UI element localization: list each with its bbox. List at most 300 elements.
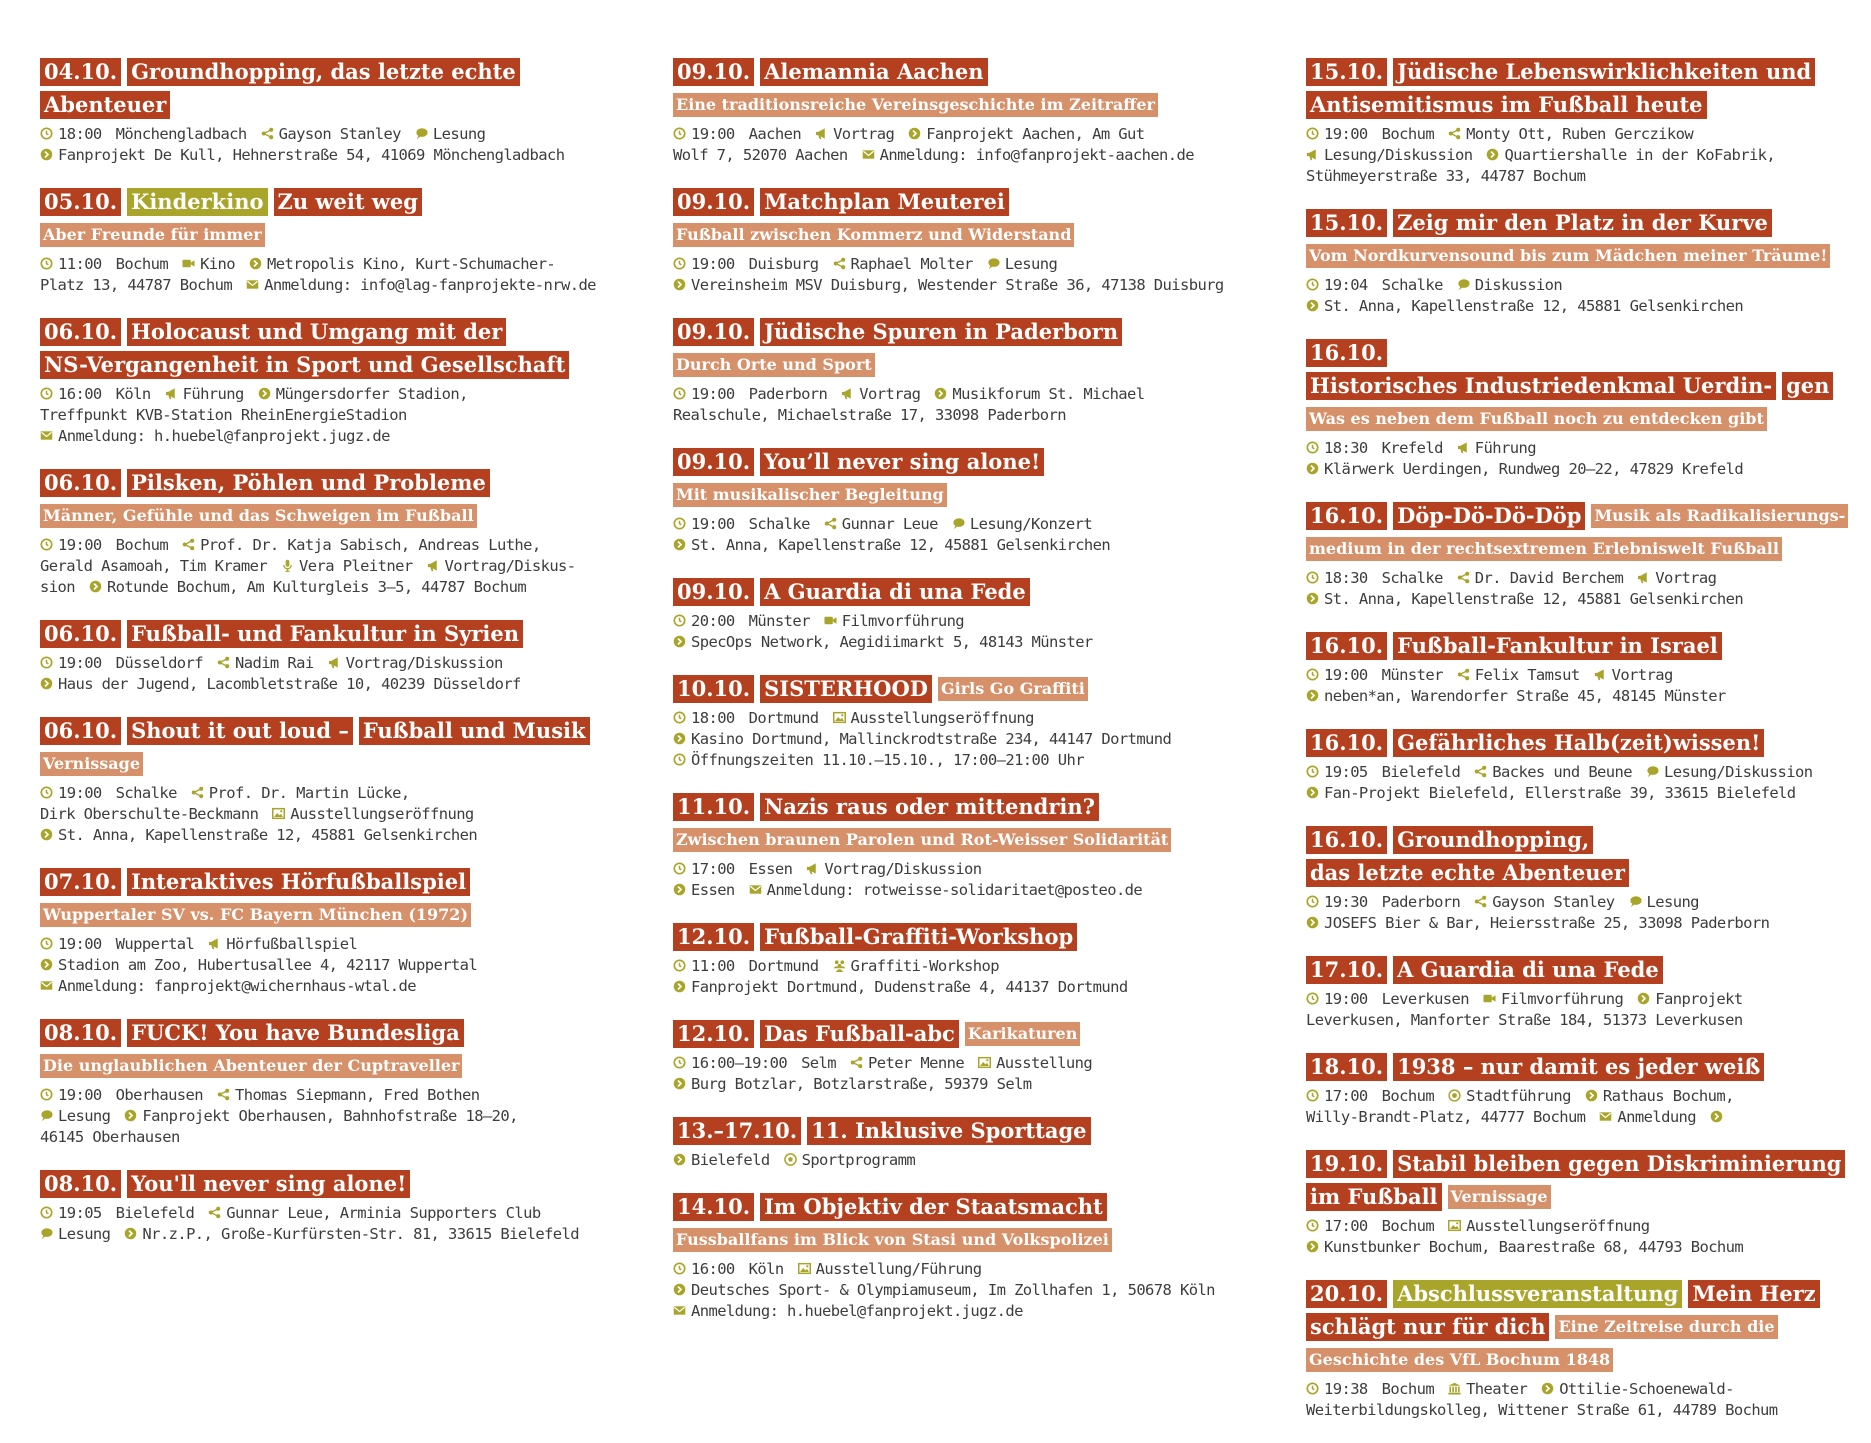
event-title-row <box>673 578 1233 611</box>
event-title: 11. Inklusive Sporttage <box>807 1117 1090 1145</box>
location-arrow-icon <box>673 1077 686 1090</box>
event-entry <box>1306 58 1866 187</box>
speaker-icon <box>1474 765 1487 778</box>
speaker-icon <box>217 1088 230 1101</box>
event-subtitle: Eine Zeitreise durch die <box>1555 1315 1777 1339</box>
info-text: Ausstellungseröffnung <box>1466 1217 1650 1235</box>
event-title-row <box>673 1193 1233 1259</box>
event-info-line <box>673 956 1233 977</box>
info-text: 19:38 <box>1324 1380 1368 1398</box>
event-title: A Guardia di una Fede <box>760 578 1030 606</box>
location-arrow-icon <box>89 580 102 593</box>
info-text: Paderborn <box>748 385 828 403</box>
location-arrow-icon <box>1637 992 1650 1005</box>
info-text: Gunnar Leue <box>841 515 938 533</box>
info-text: Lesung <box>1646 893 1699 911</box>
event-title: Historisches Industriedenkmal Uerdin- <box>1306 372 1776 400</box>
event-entry <box>673 793 1233 901</box>
location-arrow-icon <box>40 828 53 841</box>
event-info-line <box>673 1280 1233 1301</box>
clock-icon <box>673 127 686 140</box>
info-text: Paderborn <box>1381 893 1461 911</box>
event-entry <box>673 58 1233 166</box>
event-subtitle: Vernissage <box>1448 1185 1551 1209</box>
event-title-row <box>40 469 600 535</box>
event-entry <box>40 1019 600 1148</box>
event-info-line <box>1306 1216 1866 1237</box>
event-entry <box>40 318 600 447</box>
event-info-line <box>673 254 1233 275</box>
event-title: Fußball- und Fankultur in Syrien <box>127 620 523 648</box>
mail-icon <box>749 883 762 896</box>
event-title: gen <box>1782 372 1833 400</box>
football-icon <box>784 1153 797 1166</box>
info-text: 19:00 <box>691 385 735 403</box>
location-arrow-icon <box>673 732 686 745</box>
event-title-row <box>673 1117 1233 1150</box>
image-icon <box>272 807 285 820</box>
event-date: 06.10. <box>40 318 121 346</box>
event-subtitle: Die unglaublichen Abenteuer der Cuptraveller <box>40 1054 462 1078</box>
clock-icon <box>673 517 686 530</box>
info-text: 19:00 <box>1324 990 1368 1008</box>
event-title: Döp-Dö-Dö-Döp <box>1393 502 1585 530</box>
event-date: 16.10. <box>1306 632 1387 660</box>
event-title-row <box>1306 339 1866 438</box>
event-date: 06.10. <box>40 620 121 648</box>
event-info-line <box>40 405 600 426</box>
event-date: 10.10. <box>673 675 754 703</box>
info-text: Duisburg <box>748 255 819 273</box>
speaker-icon <box>217 656 230 669</box>
speaker-icon <box>824 517 837 530</box>
info-text: Münster <box>748 612 810 630</box>
event-title: Das Fußball-abc <box>760 1020 959 1048</box>
event-title: Fußball-Graffiti-Workshop <box>760 923 1077 951</box>
event-date: 12.10. <box>673 923 754 951</box>
info-text: Dortmund <box>748 957 819 975</box>
info-text: Müngersdorfer Stadion, <box>275 385 468 403</box>
info-text: Lesung <box>58 1225 111 1243</box>
group-icon <box>833 959 846 972</box>
event-title: Mein Herz <box>1688 1280 1819 1308</box>
event-info-line <box>673 384 1233 405</box>
info-text: Schalke <box>748 515 810 533</box>
info-text: Burg Botzlar, Botzlarstraße, 59379 Selm <box>691 1075 1032 1093</box>
info-text: Kasino Dortmund, Mallinckrodtstraße 234, 44147 Dortmund <box>691 730 1172 748</box>
speech-bubble-icon <box>987 257 1000 270</box>
info-text: Deutsches Sport- & Olympiamuseum, Im Zollhafen 1, 50678 Köln <box>691 1281 1215 1299</box>
info-text: Haus der Jugend, Lacombletstraße 10, 40239 Düsseldorf <box>58 675 521 693</box>
event-subtitle: Durch Orte und Sport <box>673 353 875 377</box>
event-info-line <box>1306 438 1866 459</box>
info-text: Sportprogramm <box>801 1151 916 1169</box>
info-text: Bochum <box>1381 1217 1435 1235</box>
info-text: Prof. Dr. Katja Sabisch, Andreas Luthe, <box>200 536 541 554</box>
speaker-icon <box>182 538 195 551</box>
column-2 <box>673 58 1233 1344</box>
event-date: 09.10. <box>673 318 754 346</box>
info-text: 20:00 <box>691 612 735 630</box>
info-text: St. Anna, Kapellenstraße 12, 45881 Gelsenkirchen <box>1324 590 1744 608</box>
event-info-line <box>40 1106 600 1127</box>
speech-bubble-icon <box>1629 895 1642 908</box>
image-icon <box>1448 1219 1461 1232</box>
event-title: Stabil bleiben gegen Diskriminierung <box>1393 1150 1845 1178</box>
info-text: Essen <box>691 881 735 899</box>
event-info-line <box>40 254 600 275</box>
location-arrow-icon <box>1306 689 1319 702</box>
speaker-icon <box>191 786 204 799</box>
info-text: Bielefeld <box>691 1151 770 1169</box>
location-arrow-icon <box>1306 462 1319 475</box>
event-subtitle: Zwischen braunen Parolen und Rot-Weisser Solidarität <box>673 828 1171 852</box>
event-info-line <box>1306 1107 1866 1128</box>
event-entry <box>40 469 600 598</box>
location-arrow-icon <box>1486 148 1499 161</box>
info-text: Kino <box>200 255 236 273</box>
info-text: Hörfußballspiel <box>226 935 358 953</box>
info-text: Köln <box>748 1260 784 1278</box>
speaker-icon <box>1457 571 1470 584</box>
clock-icon <box>673 959 686 972</box>
location-arrow-icon <box>1585 1089 1598 1102</box>
clock-icon <box>1306 127 1319 140</box>
film-camera-icon <box>824 614 837 627</box>
info-text: Bochum <box>115 255 169 273</box>
event-info-line <box>673 1259 1233 1280</box>
event-title: Abenteuer <box>40 91 170 119</box>
event-info-line <box>673 1301 1233 1322</box>
event-entry <box>40 58 600 166</box>
clock-icon <box>40 127 53 140</box>
clock-icon <box>673 614 686 627</box>
event-info-line <box>40 426 600 447</box>
megaphone-icon <box>208 937 221 950</box>
megaphone-icon <box>328 656 341 669</box>
event-entry <box>40 868 600 997</box>
clock-icon <box>673 1056 686 1069</box>
event-entry <box>1306 1053 1866 1128</box>
film-camera-icon <box>182 257 195 270</box>
speech-bubble-icon <box>1646 765 1659 778</box>
event-info-line <box>1306 1379 1866 1400</box>
info-text: Vortrag/Diskussion <box>824 860 982 878</box>
info-text: Backes und Beune <box>1492 763 1632 781</box>
theater-icon <box>1448 1382 1461 1395</box>
info-text: Gerald Asamoah, Tim Kramer <box>40 557 268 575</box>
location-arrow-icon <box>124 1109 137 1122</box>
event-entry <box>1306 339 1866 480</box>
event-info-line <box>40 804 600 825</box>
clock-icon <box>673 1262 686 1275</box>
info-text: Weiterbildungskolleg, Wittener Straße 61, 44789 Bochum <box>1306 1401 1778 1419</box>
info-text: Rathaus Bochum, <box>1602 1087 1734 1105</box>
event-title: Antisemitismus im Fußball heute <box>1306 91 1707 119</box>
info-text: 11:00 <box>58 255 102 273</box>
info-text: Stadion am Zoo, Hubertusallee 4, 42117 Wuppertal <box>58 956 478 974</box>
info-text: Fanprojekt Oberhausen, Bahnhofstraße 18–20, <box>142 1107 518 1125</box>
info-text: Diskussion <box>1474 276 1563 294</box>
event-info-line <box>673 632 1233 653</box>
info-text: Willy-Brandt-Platz, 44777 Bochum <box>1306 1108 1586 1126</box>
info-text: 17:00 <box>691 860 735 878</box>
event-date: 16.10. <box>1306 729 1387 757</box>
location-arrow-icon <box>40 148 53 161</box>
event-info-line <box>1306 589 1866 610</box>
event-entry <box>673 578 1233 653</box>
speech-bubble-icon <box>40 1109 53 1122</box>
clock-icon <box>1306 278 1319 291</box>
location-arrow-icon <box>673 538 686 551</box>
info-text: St. Anna, Kapellenstraße 12, 45881 Gelsenkirchen <box>1324 297 1744 315</box>
mail-icon <box>673 1304 686 1317</box>
info-text: Vortrag/Diskussion <box>345 654 503 672</box>
clock-icon <box>40 1088 53 1101</box>
info-text: 18:00 <box>691 709 735 727</box>
event-title-row <box>1306 956 1866 989</box>
info-text: 19:00 <box>58 536 102 554</box>
clock-icon <box>40 656 53 669</box>
event-title-row <box>673 923 1233 956</box>
mail-icon <box>862 148 875 161</box>
location-arrow-icon <box>673 883 686 896</box>
microphone-icon <box>281 559 294 572</box>
info-text: Wolf 7, 52070 Aachen <box>673 146 848 164</box>
info-text: Raphael Molter <box>850 255 973 273</box>
event-info-line <box>1306 892 1866 913</box>
mail-icon <box>40 979 53 992</box>
event-entry <box>1306 632 1866 707</box>
event-title: SISTERHOOD <box>760 675 932 703</box>
speaker-icon <box>850 1056 863 1069</box>
event-title: Gefährliches Halb(zeit)wissen! <box>1393 729 1764 757</box>
event-date: 14.10. <box>673 1193 754 1221</box>
event-entry <box>1306 956 1866 1031</box>
event-info-line <box>40 556 600 577</box>
info-text: Peter Menne <box>868 1054 965 1072</box>
event-title-row <box>1306 826 1866 892</box>
info-text: 19:00 <box>58 654 102 672</box>
event-info-line <box>1306 1086 1866 1107</box>
info-text: Fanprojekt <box>1655 990 1743 1008</box>
event-title: Im Objektiv der Staatsmacht <box>760 1193 1107 1221</box>
info-text: Lesung <box>432 125 486 143</box>
event-info-line <box>40 653 600 674</box>
info-text: Nr.z.P., Große-Kurfürsten-Str. 81, 33615 Bielefeld <box>142 1225 579 1243</box>
info-text: Essen <box>748 860 793 878</box>
event-date: 07.10. <box>40 868 121 896</box>
event-title-row <box>1306 1280 1866 1379</box>
megaphone-icon <box>165 387 178 400</box>
info-text: Filmvorführung <box>1501 990 1624 1008</box>
speech-bubble-icon <box>1457 278 1470 291</box>
clock-icon <box>673 711 686 724</box>
clock-icon <box>40 538 53 551</box>
registration-text: Anmeldung: rotweisse-solidaritaet@posteo.de <box>766 881 1143 899</box>
megaphone-icon <box>841 387 854 400</box>
event-date: 16.10. <box>1306 339 1387 367</box>
info-text: Monty Ott, Ruben Gerczikow <box>1466 125 1694 143</box>
location-arrow-icon <box>673 1283 686 1296</box>
event-entry <box>673 448 1233 556</box>
clock-icon <box>40 257 53 270</box>
event-info-line <box>1306 275 1866 296</box>
event-info-line <box>1306 989 1866 1010</box>
info-text: Vortrag <box>859 385 921 403</box>
speech-bubble-icon <box>40 1227 53 1240</box>
event-date: 12.10. <box>673 1020 754 1048</box>
event-info-line <box>40 783 600 804</box>
clock-icon <box>1306 571 1319 584</box>
info-text: Bochum <box>115 536 169 554</box>
event-info-line <box>1306 1010 1866 1031</box>
event-title-row <box>40 58 600 124</box>
info-text: Vortrag <box>1655 569 1717 587</box>
event-info-line <box>1306 1400 1866 1421</box>
registration-text: Anmeldung: info@lag-fanprojekte-nrw.de <box>264 276 596 294</box>
info-text: Krefeld <box>1381 439 1443 457</box>
event-title-row <box>1306 58 1866 124</box>
info-text: Felix Tamsut <box>1474 666 1580 684</box>
info-text: 18:30 <box>1324 439 1368 457</box>
tour-icon <box>1448 1089 1461 1102</box>
location-arrow-icon <box>124 1227 137 1240</box>
event-info-line <box>40 976 600 997</box>
event-entry <box>673 1117 1233 1171</box>
event-title-row <box>1306 502 1866 568</box>
info-text: Aachen <box>748 125 802 143</box>
event-info-line <box>673 405 1233 426</box>
info-text: 19:05 <box>58 1204 102 1222</box>
megaphone-icon <box>1306 148 1319 161</box>
speaker-icon <box>1448 127 1461 140</box>
event-info-line <box>40 384 600 405</box>
event-subtitle: Fußball zwischen Kommerz und Widerstand <box>673 223 1074 247</box>
event-info-line <box>40 1203 600 1224</box>
clock-icon <box>40 387 53 400</box>
event-title: Interaktives Hörfußballspiel <box>127 868 470 896</box>
info-text: Bochum <box>1381 125 1435 143</box>
location-arrow-icon <box>40 677 53 690</box>
location-arrow-icon <box>673 1153 686 1166</box>
info-text: Thomas Siepmann, Fred Bothen <box>235 1086 480 1104</box>
event-subtitle: Vom Nordkurvensound bis zum Mädchen meiner Träume! <box>1306 244 1830 268</box>
megaphone-icon <box>815 127 828 140</box>
info-text: Bielefeld <box>115 1204 195 1222</box>
megaphone-icon <box>1457 441 1470 454</box>
info-text: 19:00 <box>58 935 102 953</box>
event-entry <box>1306 826 1866 934</box>
location-arrow-icon <box>249 257 262 270</box>
event-info-line <box>673 535 1233 556</box>
event-date: 15.10. <box>1306 58 1387 86</box>
clock-icon <box>1306 765 1319 778</box>
event-info-line <box>1306 665 1866 686</box>
info-text: Lesung <box>1004 255 1058 273</box>
event-title-row <box>673 1020 1233 1053</box>
event-title: Groundhopping, das letzte echte <box>127 58 520 86</box>
event-date: 08.10. <box>40 1170 121 1198</box>
info-text: Vortrag/Diskus- <box>444 557 576 575</box>
event-date: 05.10. <box>40 188 121 216</box>
info-text: Vereinsheim MSV Duisburg, Westender Straße 36, 47138 Duisburg <box>691 276 1224 294</box>
info-text: Graffiti-Workshop <box>850 957 999 975</box>
event-entry <box>1306 502 1866 610</box>
event-title-row <box>40 717 600 783</box>
location-arrow-icon <box>1541 1382 1554 1395</box>
event-info-line <box>1306 568 1866 589</box>
event-info-line <box>40 934 600 955</box>
info-text: Filmvorführung <box>841 612 965 630</box>
info-text: St. Anna, Kapellenstraße 12, 45881 Gelsenkirchen <box>58 826 478 844</box>
info-text: Nadim Rai <box>235 654 314 672</box>
event-title-row <box>40 1170 600 1203</box>
event-entry <box>673 675 1233 771</box>
info-text: Ausstellung/Führung <box>815 1260 982 1278</box>
location-arrow-icon <box>258 387 271 400</box>
event-subtitle: Aber Freunde für immer <box>40 223 265 247</box>
event-subtitle: Fussballfans im Blick von Stasi und Volkspolizei <box>673 1228 1112 1252</box>
info-text: 16:00 <box>691 1260 735 1278</box>
event-title-row <box>673 448 1233 514</box>
event-info-line <box>673 880 1233 901</box>
event-subtitle: Was es neben dem Fußball noch zu entdecken gibt <box>1306 407 1767 431</box>
event-subtitle: Geschichte des VfL Bochum 1848 <box>1306 1348 1613 1372</box>
location-arrow-icon <box>673 980 686 993</box>
megaphone-icon <box>806 862 819 875</box>
event-entry <box>673 318 1233 426</box>
event-info-line <box>673 514 1233 535</box>
info-text: Bochum <box>1381 1380 1435 1398</box>
info-text: 19:00 <box>1324 125 1368 143</box>
event-date: 17.10. <box>1306 956 1387 984</box>
info-text: Leverkusen <box>1381 990 1469 1008</box>
info-text: Führung <box>182 385 244 403</box>
event-title-row <box>40 620 600 653</box>
registration-text: Anmeldung: h.huebel@fanprojekt.jugz.de <box>58 427 390 445</box>
event-info-line <box>40 275 600 296</box>
event-info-line <box>40 577 600 598</box>
info-text: JOSEFS Bier & Bar, Heiersstraße 25, 33098 Paderborn <box>1324 914 1770 932</box>
event-date: 06.10. <box>40 469 121 497</box>
speaker-icon <box>1457 668 1470 681</box>
event-entry <box>40 1170 600 1245</box>
event-title: Holocaust und Umgang mit der <box>127 318 506 346</box>
info-text: 19:05 <box>1324 763 1368 781</box>
clock-icon <box>1306 895 1319 908</box>
info-text: Fanprojekt De Kull, Hehnerstraße 54, 41069 Mönchengladbach <box>58 146 565 164</box>
event-title-row <box>1306 209 1866 275</box>
location-arrow-icon <box>934 387 947 400</box>
info-text: 17:00 <box>1324 1217 1368 1235</box>
image-icon <box>798 1262 811 1275</box>
location-arrow-icon <box>1710 1110 1723 1123</box>
event-date: 08.10. <box>40 1019 121 1047</box>
registration-text: Anmeldung: h.huebel@fanprojekt.jugz.de <box>691 1302 1023 1320</box>
info-text: Lesung/Konzert <box>969 515 1093 533</box>
event-entry <box>673 188 1233 296</box>
event-title: Pilsken, Pöhlen und Probleme <box>127 469 490 497</box>
info-text: Fanprojekt Dortmund, Dudenstraße 4, 44137 Dortmund <box>691 978 1128 996</box>
info-text: Vortrag <box>1611 666 1673 684</box>
event-info-line <box>40 535 600 556</box>
event-title: Matchplan Meuterei <box>760 188 1009 216</box>
event-date: 06.10. <box>40 717 121 745</box>
clock-icon <box>1306 1089 1319 1102</box>
film-camera-icon <box>1483 992 1496 1005</box>
event-info-line <box>1306 166 1866 187</box>
